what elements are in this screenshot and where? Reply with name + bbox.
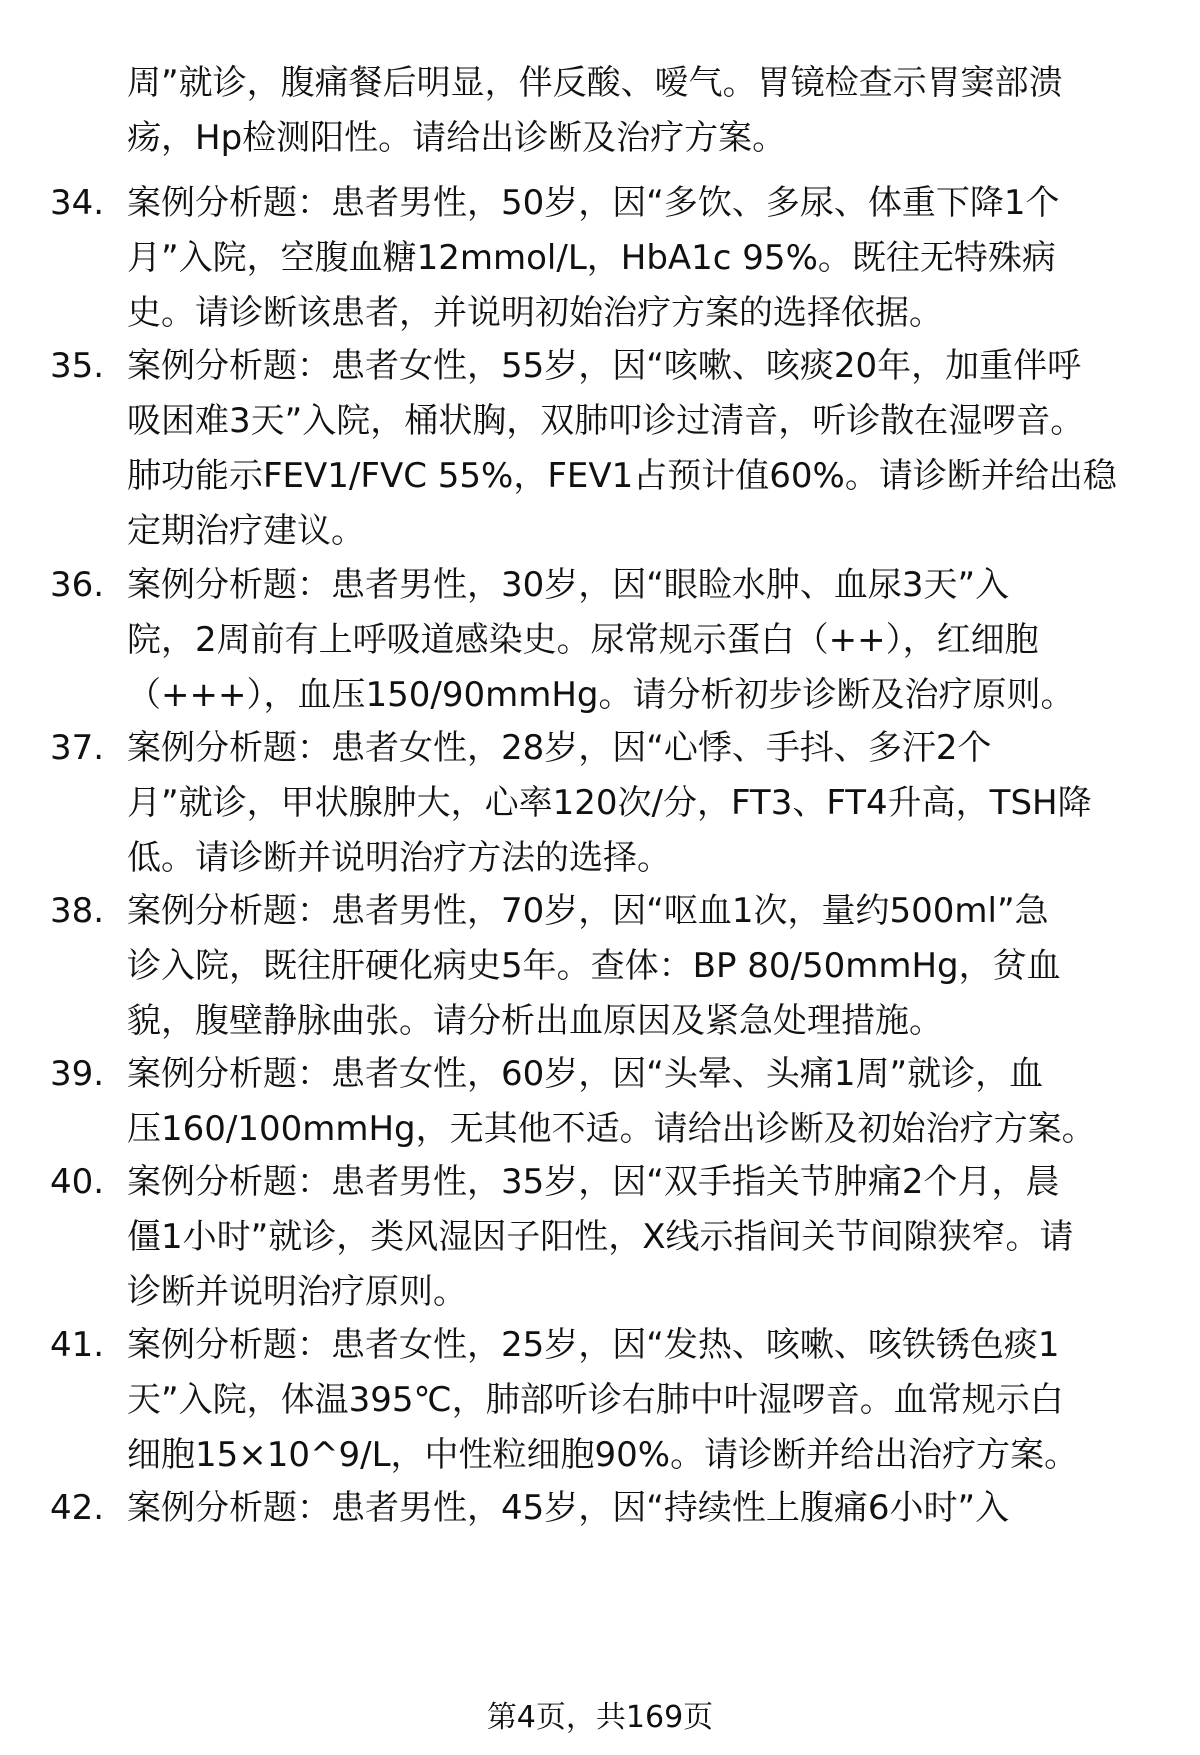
page-footer: 第4页，共169页: [486, 1700, 714, 1735]
question-number: 42.: [50, 1488, 105, 1528]
question-text: 案例分析题：患者男性，30岁，因“眼睑水肿、血尿3天”入 院，2周前有上呼吸道感染史。尿常规示蛋白（++），红细胞 （+++），血压150/90mmHg。请分析初步诊断及治疗原则。: [127, 565, 1075, 715]
question-number: 39.: [50, 1054, 105, 1094]
question-text: 案例分析题：患者男性，70岁，因“呕血1次，量约500ml”急 诊入院，既往肝硬化病史5年。查体：BP 80/50mmHg，贫血 貌，腹壁静脉曲张。请分析出血原因及紧急处理措施。: [127, 891, 1061, 1041]
question-number: 36.: [50, 565, 105, 605]
question-text: 案例分析题：患者男性，35岁，因“双手指关节肿痛2个月，晨 僵1小时”就诊，类风湿因子阳性，X线示指间关节间隙狭窄。请 诊断并说明治疗原则。: [127, 1162, 1074, 1312]
question-number: 38.: [50, 891, 105, 931]
question-number: 37.: [50, 728, 105, 768]
question-text: 案例分析题：患者女性，55岁，因“咳嗽、咳痰20年，加重伴呼 吸困难3天”入院，桶状胸，双肺叩诊过清音，听诊散在湿啰音。 肺功能示FEV1/FVC 55%，FEV1占预计值60%。请诊断并给出稳 定期治疗建议。: [127, 346, 1117, 551]
continued-question-text: 周”就诊，腹痛餐后明显，伴反酸、嗳气。胃镜检查示胃窦部溃 疡，Hp检测阳性。请给出诊断及治疗方案。: [127, 63, 1063, 158]
question-number: 41.: [50, 1325, 105, 1365]
question-text: 案例分析题：患者女性，25岁，因“发热、咳嗽、咳铁锈色痰1 天”入院，体温395℃，肺部听诊右肺中叶湿啰音。血常规示白 细胞15×10^9/L，中性粒细胞90%。请诊断并给出治疗方案。: [127, 1325, 1079, 1475]
question-number: 35.: [50, 346, 105, 386]
question-text: 案例分析题：患者男性，50岁，因“多饮、多尿、体重下降1个 月”入院，空腹血糖12mmol/L，HbA1c 95%。既往无特殊病 史。请诊断该患者，并说明初始治疗方案的选择依据。: [127, 183, 1060, 333]
question-number: 34.: [50, 183, 105, 223]
question-text: 案例分析题：患者女性，60岁，因“头晕、头痛1周”就诊，血 压160/100mmHg，无其他不适。请给出诊断及初始治疗方案。: [127, 1054, 1096, 1149]
question-number: 40.: [50, 1162, 105, 1202]
question-text: 案例分析题：患者女性，28岁，因“心悸、手抖、多汗2个 月”就诊，甲状腺肿大，心率120次/分，FT3、FT4升高，TSH降 低。请诊断并说明治疗方法的选择。: [127, 728, 1092, 878]
question-text: 案例分析题：患者男性，45岁，因“持续性上腹痛6小时”入: [127, 1488, 1010, 1528]
